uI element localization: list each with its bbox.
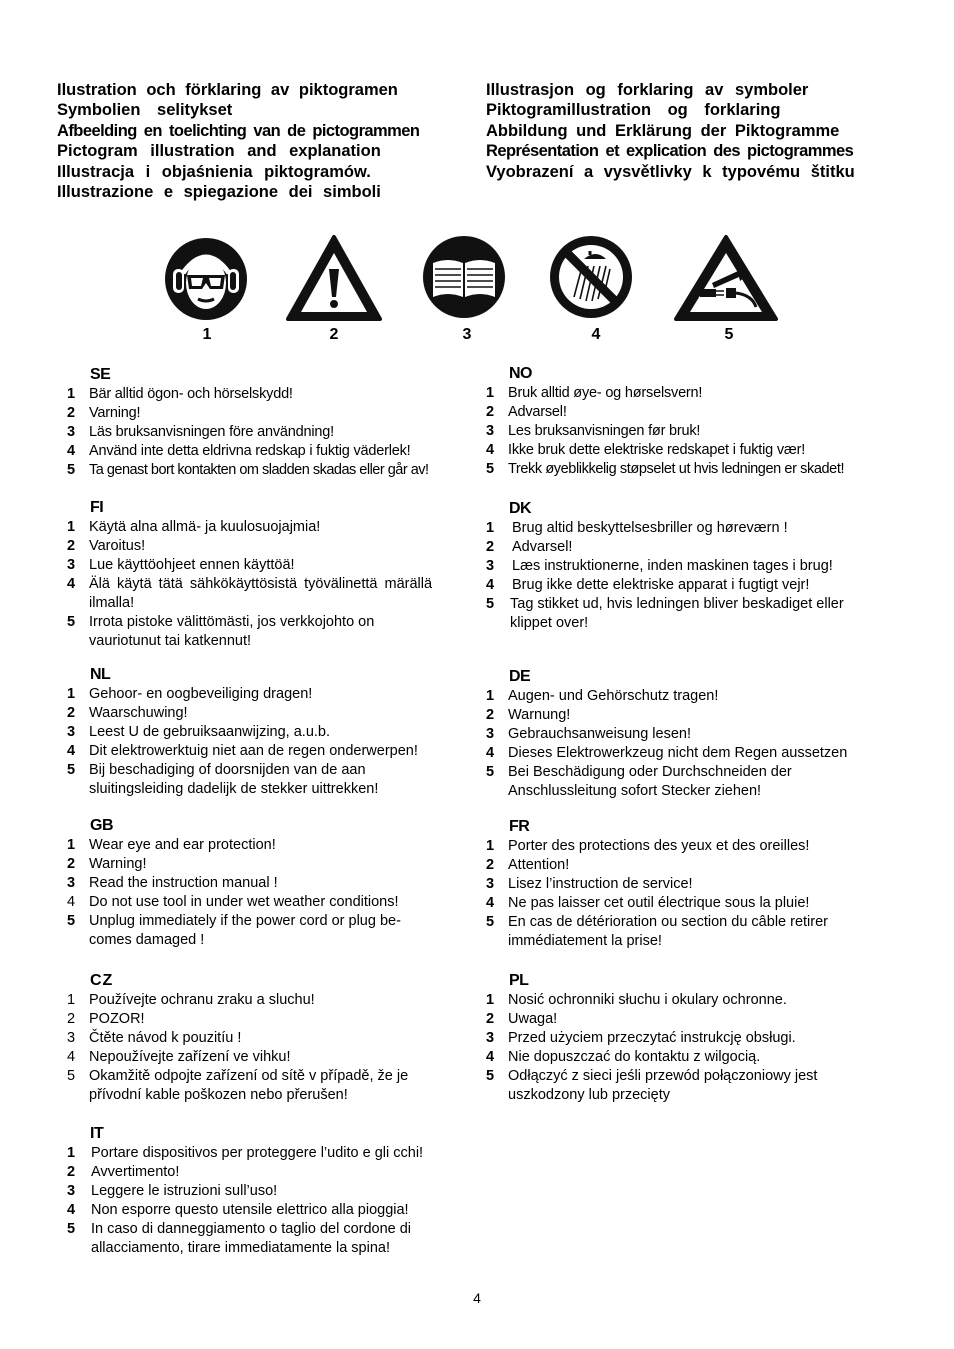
list-item [67,518,467,537]
item-text: Irrota pistoke välittömästi, jos verkkojohto on vauriotunut tai katkennut! [89,614,375,649]
section-code: NL [90,666,111,683]
list-item [486,913,886,951]
list-item [486,576,886,595]
item-number: 5 [67,762,76,778]
list-item [486,1029,886,1048]
list-item [486,441,896,460]
item-number: 3 [486,558,495,574]
item-text: Non esporre questo utensile elettrico alla pioggia! [91,1202,409,1218]
list-item [67,761,467,799]
list-item [486,856,886,875]
item-text: Read the instruction manual ! [89,875,278,891]
list-item [486,706,886,725]
list-item [67,385,477,404]
item-text: Porter des protections des yeux et des oreilles! [508,838,810,854]
list-item [67,575,467,613]
list-item [67,836,467,855]
list-item [486,595,886,633]
list-item [67,991,467,1010]
item-text: Odłączyć z sieci jeśli przewód połączoniowy jest uszkodzony lub przecięty [508,1068,818,1103]
item-number: 2 [67,856,76,872]
list-item [67,461,477,480]
item-number: 5 [486,461,494,477]
item-text: En cas de détérioration ou section du câble retirer immédiatement la prise! [508,914,828,949]
section-pl [486,971,886,1105]
page-number: 4 [473,1290,481,1306]
item-text: Lue käyttöohjeet ennen käyttöä! [89,557,295,573]
list-item [67,613,467,651]
item-text: Nie dopuszczać do kontaktu z wilgocią. [508,1049,761,1065]
item-text: Les bruksanvisningen før bruk! [508,423,701,439]
item-number: 4 [67,443,75,459]
item-number: 1 [67,519,76,535]
list-item [486,744,886,763]
section-cz [67,971,467,1105]
title-line: Symbolien selitykset [57,101,233,120]
list-item [67,742,467,761]
pictogram-number: 3 [462,326,472,343]
item-number: 5 [67,913,76,929]
item-number: 1 [486,838,495,854]
item-number: 3 [486,1030,495,1046]
item-text: Ikke bruk dette elektriske redskapet i fuktig vær! [508,442,806,458]
list-item [486,837,886,856]
section-de [486,667,886,801]
item-number: 2 [67,705,76,721]
item-number: 4 [67,743,76,759]
item-text: Uwaga! [508,1011,558,1027]
item-text: Varoitus! [89,538,146,554]
section-code: DK [509,500,532,517]
section-code: GB [90,817,113,834]
section-no [486,364,896,479]
item-number: 4 [67,576,76,592]
item-number: 2 [486,707,495,723]
list-item [67,423,477,442]
list-item [67,704,467,723]
section-code: PL [509,972,529,989]
item-number: 1 [67,386,75,402]
list-item [486,460,896,479]
item-text: Dieses Elektrowerkzeug nicht dem Regen aussetzen [508,745,848,761]
item-text: In caso di danneggiamento o taglio del cordone di allacciamento, tirare immediatamente la spina! [91,1221,412,1256]
list-item [486,557,886,576]
list-item [67,404,477,423]
list-item [67,912,467,950]
item-text: Läs bruksanvisningen före användning! [89,424,334,440]
pictogram-number: 1 [202,326,212,343]
list-item [486,991,886,1010]
item-text: Käytä alna allmä- ja kuulosuojajmia! [89,519,321,535]
item-text: Nosić ochronniki słuchu i okulary ochronne. [508,992,787,1008]
list-item [67,442,477,461]
no-rain-icon [544,233,638,325]
item-text: Používejte ochranu zraku a sluchu! [89,992,315,1008]
item-number: 1 [486,992,495,1008]
list-item [67,537,467,556]
item-text: Augen- und Gehörschutz tragen! [508,688,719,704]
list-item [486,687,886,706]
list-item [486,1010,886,1029]
item-number: 4 [67,1049,76,1065]
list-item [67,1144,477,1163]
item-text: Wear eye and ear protection! [89,837,276,853]
list-item [486,384,896,403]
section-code: FR [509,818,530,835]
list-item [486,519,886,538]
item-number: 1 [67,837,76,853]
title-line: Illustrasjon og forklaring av symboler [486,81,809,99]
title-line: Représentation et explication des pictogrammes [486,142,854,161]
item-number: 3 [67,557,76,573]
item-number: 3 [67,875,76,891]
item-text: Brug ikke dette elektriske apparat i fugtigt vejr! [512,577,810,593]
section-nl [67,665,467,799]
item-text: Leest U de gebruiksaanwijzing, a.u.b. [89,724,331,740]
item-number: 4 [486,1049,495,1065]
list-item [486,1048,886,1067]
item-number: 3 [486,876,495,892]
instruction-manual-icon [421,233,507,325]
item-text: Bij beschadiging of doorsnijden van de aan sluitingsleiding dadelijk de stekker uittrekken! [89,762,379,797]
list-item [67,1182,477,1201]
item-text: Ne pas laisser cet outil électrique sous la pluie! [508,895,810,911]
item-text: Dit elektrowerktuig niet aan de regen onderwerpen! [89,743,418,759]
section-dk [486,499,886,633]
item-text: Bei Beschädigung oder Durchschneiden der Anschlussleitung sofort Stecker ziehen! [508,764,792,799]
item-number: 2 [486,539,495,555]
item-number: 2 [67,1164,76,1180]
list-item [67,874,467,893]
item-number: 2 [486,404,494,420]
item-number: 1 [486,520,495,536]
unplug-cord-icon [672,233,780,325]
item-number: 5 [67,1221,76,1237]
item-text: Advarsel! [512,539,573,555]
item-number: 3 [67,1030,76,1046]
section-fi [67,498,467,651]
item-number: 2 [67,405,75,421]
item-text: Attention! [508,857,570,873]
item-text: Trekk øyeblikkelig støpselet ut hvis ledningen er skadet! [508,461,845,477]
pictogram-number: 4 [591,326,601,343]
section-gb [67,816,467,950]
item-text: Læs instruktionerne, inden maskinen tages i brug! [512,558,833,574]
item-number: 3 [67,724,76,740]
list-item [67,1029,467,1048]
title-line: Piktogramillustration og forklaring [486,101,781,120]
item-text: Gebrauchsanweisung lesen! [508,726,691,742]
title-line: Illustrazione e spiegazione dei simboli [57,183,381,202]
section-code: DE [509,668,531,685]
titles-right [486,80,855,182]
title-line: Afbeelding en toelichting van de pictogrammen [57,121,420,140]
item-text: Lisez l’instruction de service! [508,876,693,892]
section-code: FI [90,499,104,516]
item-number: 4 [67,894,76,910]
section-code: IT [90,1125,104,1142]
item-number: 2 [67,1011,76,1027]
list-item [486,403,896,422]
item-number: 4 [486,577,495,593]
title-line: Vyobrazení a vysvětlivky k typovému štitku [486,162,855,181]
item-text: Varning! [89,405,141,421]
list-item [67,723,467,742]
list-item [67,893,467,912]
list-item [486,1067,886,1105]
item-text: Nepoužívejte zařízení ve vihku! [89,1049,291,1065]
eye-ear-protection-icon [163,233,249,325]
list-item [67,556,467,575]
item-text: Warning! [89,856,147,872]
list-item [67,1010,467,1029]
list-item [67,1220,477,1258]
title-line: Pictogram illustration and explanation [57,142,381,161]
item-number: 3 [486,423,494,439]
item-number: 5 [67,462,75,478]
list-item [67,855,467,874]
list-item [486,894,886,913]
list-item [486,538,886,557]
item-text: POZOR! [89,1011,145,1027]
item-text: Portare dispositivos per proteggere l’udito e gli cchi! [91,1145,424,1161]
item-number: 3 [486,726,495,742]
item-text: Przed użyciem przeczytać instrukcję obsługi. [508,1030,796,1046]
item-number: 5 [486,764,495,780]
item-text: Advarsel! [508,404,567,420]
item-number: 1 [67,992,76,1008]
title-line: Abbildung und Erklärung der Piktogramme [486,121,840,140]
item-text: Tag stikket ud, hvis ledningen bliver beskadiget eller klippet over! [510,596,844,631]
pictogram-number: 2 [329,326,339,343]
item-number: 2 [67,538,76,554]
titles-left [57,80,419,202]
list-item [67,685,467,704]
item-text: Unplug immediately if the power cord or plug be- comes damaged ! [89,913,401,948]
item-text: Bruk alltid øye- og hørselsvern! [508,385,703,401]
list-item [486,725,886,744]
section-fr [486,817,886,951]
item-text: Okamžitě odpojte zařízení od sítě v případě, že je přívodní kable poškozen nebo přerušen! [89,1068,409,1103]
item-text: Gehoor- en oogbeveiliging dragen! [89,686,313,702]
item-text: Čtěte návod k pouzitíu ! [89,1030,242,1046]
list-item [486,763,886,801]
item-number: 5 [67,1068,76,1084]
item-number: 4 [486,895,495,911]
item-text: Använd inte detta eldrivna redskap i fuktig väderlek! [89,443,411,459]
pictogram-row [0,233,954,353]
item-text: Bär alltid ögon- och hörselskydd! [89,386,293,402]
item-number: 3 [67,1183,76,1199]
item-text: Älä käytä tätä sähkökäyttösistä työvälinettä märällä ilmalla! [89,576,433,611]
item-number: 5 [486,914,495,930]
item-number: 4 [486,745,495,761]
list-item [486,422,896,441]
item-number: 3 [67,424,75,440]
list-item [486,875,886,894]
item-number: 4 [67,1202,76,1218]
item-text: Leggere le istruzioni sull’uso! [91,1183,278,1199]
title-line: Ilustration och förklaring av piktogramen [57,81,398,99]
list-item [67,1201,477,1220]
warning-triangle-icon [285,233,383,325]
list-item [67,1048,467,1067]
item-number: 2 [486,1011,495,1027]
list-item [67,1067,467,1105]
section-code: SE [90,366,111,383]
item-number: 2 [486,857,495,873]
section-code: CZ [90,972,114,989]
section-it [67,1124,477,1258]
item-number: 5 [67,614,76,630]
item-number: 5 [486,1068,495,1084]
item-number: 1 [486,688,495,704]
item-text: Ta genast bort kontakten om sladden skadas eller går av! [89,462,429,478]
title-line: Illustracja i objaśnienia piktogramów. [57,162,371,181]
item-number: 5 [486,596,495,612]
item-text: Waarschuwing! [89,705,188,721]
pictogram-number: 5 [724,326,734,343]
item-number: 1 [67,1145,76,1161]
item-text: Warnung! [508,707,571,723]
item-text: Do not use tool in under wet weather conditions! [89,894,399,910]
item-number: 1 [67,686,76,702]
item-text: Brug altid beskyttelsesbriller og høreværn ! [512,520,788,536]
item-number: 4 [486,442,494,458]
list-item [67,1163,477,1182]
section-code: NO [509,365,532,382]
item-number: 1 [486,385,494,401]
section-se [67,365,477,480]
item-text: Avvertimento! [91,1164,180,1180]
